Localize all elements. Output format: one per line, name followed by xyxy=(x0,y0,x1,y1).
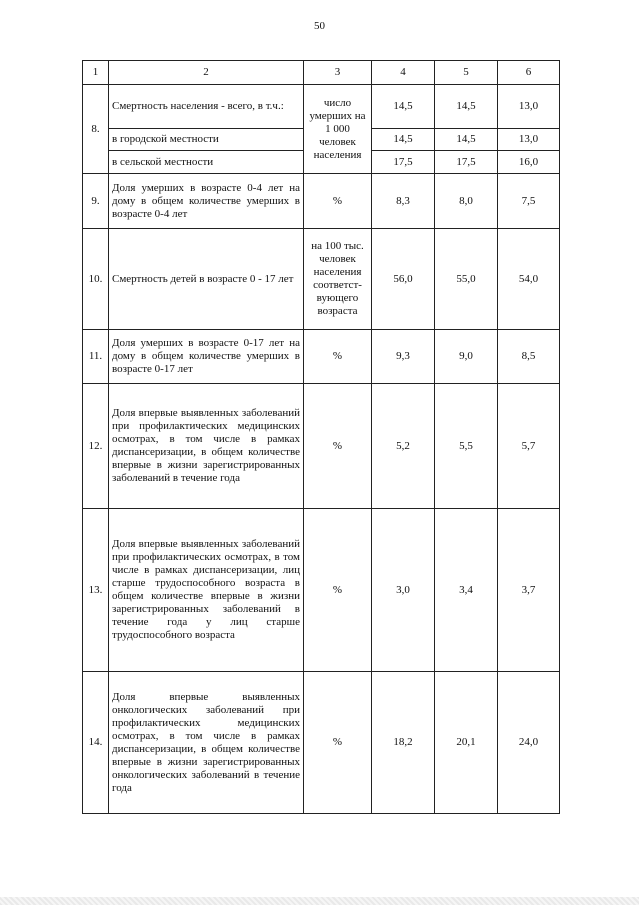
header-cell: 6 xyxy=(498,61,560,85)
header-cell: 1 xyxy=(83,61,109,85)
indicator-name: Доля впервые выявленных онкологических заболеваний при профилактических медицинских осмотрах, в том числе в рамках диспансеризации, в общем количестве впервые в жизни зарегистрированных онкологических заболеваний в течение года xyxy=(109,672,304,814)
table-row xyxy=(83,229,560,330)
row-number: 10. xyxy=(83,229,109,330)
scan-edge-strip xyxy=(0,897,639,905)
row-number: 11. xyxy=(83,330,109,384)
row-number: 13. xyxy=(83,509,109,672)
page-number: 50 xyxy=(314,20,325,32)
indicator-name: в сельской местности xyxy=(109,151,304,174)
unit-cell: % xyxy=(304,672,372,814)
value-col6: 7,5 xyxy=(498,174,560,229)
value-col5: 9,0 xyxy=(435,330,498,384)
value-col4: 5,2 xyxy=(372,384,435,509)
unit-cell: % xyxy=(304,174,372,229)
indicator-name: Доля впервые выявленных заболеваний при профилактических медицинских осмотрах, в том числе в рамках диспансеризации, в общем количестве впервые в жизни зарегистрированных заболеваний в течение года xyxy=(109,384,304,509)
indicator-name: в городской местности xyxy=(109,129,304,151)
row-number: 12. xyxy=(83,384,109,509)
value-col4: 18,2 xyxy=(372,672,435,814)
value-col4: 9,3 xyxy=(372,330,435,384)
indicator-name: Доля умерших в возрасте 0-4 лет на дому в общем количестве умерших в возрасте 0-4 лет xyxy=(109,174,304,229)
value-col5: 14,5 xyxy=(435,85,498,129)
value-col5: 5,5 xyxy=(435,384,498,509)
table-row xyxy=(83,509,560,672)
value-col4: 3,0 xyxy=(372,509,435,672)
value-col6: 5,7 xyxy=(498,384,560,509)
value-col5: 55,0 xyxy=(435,229,498,330)
value-col4: 17,5 xyxy=(372,151,435,174)
header-cell: 4 xyxy=(372,61,435,85)
value-col6: 24,0 xyxy=(498,672,560,814)
unit-cell: % xyxy=(304,384,372,509)
table-row xyxy=(83,174,560,229)
row-number: 9. xyxy=(83,174,109,229)
unit-cell: % xyxy=(304,330,372,384)
indicator-name: Доля впервые выявленных заболеваний при профилактических осмотрах, в том числе в рамках диспансеризации, лиц старше трудоспособного возраста в общем количестве впервые в жизни зарегистрированных заболеваний в течение года у лиц старше трудоспособного возраста xyxy=(109,509,304,672)
unit-cell: на 100 тыс. человек населения соответст-вующего возраста xyxy=(304,229,372,330)
value-col6: 13,0 xyxy=(498,129,560,151)
table-row xyxy=(83,330,560,384)
value-col6: 8,5 xyxy=(498,330,560,384)
header-cell: 3 xyxy=(304,61,372,85)
indicators-table xyxy=(82,60,560,814)
value-col5: 8,0 xyxy=(435,174,498,229)
value-col4: 56,0 xyxy=(372,229,435,330)
header-cell: 2 xyxy=(109,61,304,85)
row-number: 8. xyxy=(83,85,109,174)
indicator-name: Смертность населения - всего, в т.ч.: xyxy=(109,85,304,129)
row-number: 14. xyxy=(83,672,109,814)
table-row xyxy=(83,384,560,509)
value-col4: 8,3 xyxy=(372,174,435,229)
value-col5: 17,5 xyxy=(435,151,498,174)
value-col5: 20,1 xyxy=(435,672,498,814)
value-col5: 3,4 xyxy=(435,509,498,672)
value-col6: 54,0 xyxy=(498,229,560,330)
value-col6: 13,0 xyxy=(498,85,560,129)
indicator-name: Смертность детей в возрасте 0 - 17 лет xyxy=(109,229,304,330)
value-col6: 3,7 xyxy=(498,509,560,672)
indicator-name: Доля умерших в возрасте 0-17 лет на дому в общем количестве умерших в возрасте 0-17 лет xyxy=(109,330,304,384)
header-cell: 5 xyxy=(435,61,498,85)
header-row xyxy=(83,61,560,85)
table-row xyxy=(83,85,560,129)
unit-cell: число умерших на 1 000 человек населения xyxy=(304,85,372,174)
value-col5: 14,5 xyxy=(435,129,498,151)
unit-cell: % xyxy=(304,509,372,672)
value-col4: 14,5 xyxy=(372,85,435,129)
table-row xyxy=(83,672,560,814)
value-col4: 14,5 xyxy=(372,129,435,151)
value-col6: 16,0 xyxy=(498,151,560,174)
